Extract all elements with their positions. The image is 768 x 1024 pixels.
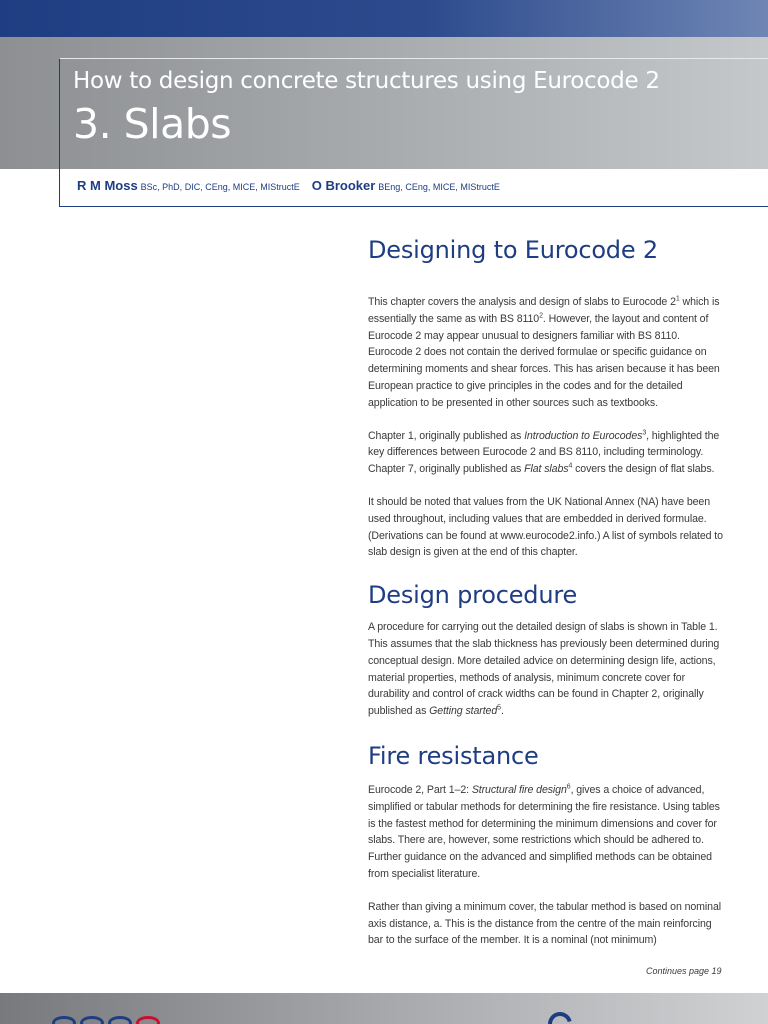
chapter-title: 3. Slabs <box>73 100 232 148</box>
logo-ring <box>80 1016 104 1024</box>
section-heading-procedure: Design procedure <box>368 581 578 610</box>
logo-ring <box>52 1016 76 1024</box>
concrete-centre-logo <box>548 1012 572 1024</box>
eurocode-logo <box>52 1016 192 1024</box>
series-title: How to design concrete structures using Eurocode 2 <box>73 68 660 94</box>
logo-swirl-icon <box>548 1012 572 1024</box>
top-color-band <box>0 0 768 37</box>
paragraph: Chapter 1, originally published as Introduction to Eurocodes$^3$, highlighted the key differences between Eurocode 2 and BS 8110, including terminology. Chapter 7, originally published as Flat slabs$^4$ covers the design of flat slabs. <box>368 429 720 476</box>
section-heading-fire: Fire resistance <box>368 741 539 770</box>
paragraph: This chapter covers the analysis and design of slabs to Eurocode $2^1$ which is essentially the same as with BS 8110$^2$. However, the layout and content of Eurocode 2 may appear unusual to designers familiar with BS 8110. Eurocode 2 does not contain the derived formulae or specific guidance on determining moments and shear forces. This has arisen because it has been European practice to give principles in the codes and for the detailed application to be presented in other sources such as textbooks. <box>368 295 720 409</box>
author-name: R M Moss <box>77 178 138 193</box>
author-qualifications: BSc, PhD, DIC, CEng, MICE, MIStructE <box>140 182 300 192</box>
paragraph: Eurocode 2, Part 1–2: Structural fire design$^6$, gives a choice of advanced, simplified or tabular methods for determining the fire resistance. Using tables is the fastest method for determining the minimum dimensions and cover for slabs. There are, however, some restrictions which should be adhered to. Further guidance on the advanced and simplified methods can be obtained from specialist literature. <box>368 783 720 880</box>
author-name: O Brooker <box>311 178 376 193</box>
section-heading-designing: Designing to Eurocode 2 <box>368 236 658 264</box>
logo-ring <box>108 1016 132 1024</box>
main-column <box>368 236 726 949</box>
author-line <box>77 178 512 193</box>
logo-ring <box>136 1016 160 1024</box>
continues-note: Continues page 19 <box>646 966 722 976</box>
paragraph: It should be noted that values from the UK National Annex (NA) have been used throughout, including values that are embedded in derived formulae. (Derivations can be found at www.eurocode2.info.) A list of symbols related to slab design is given at the end of this chapter. <box>368 495 723 559</box>
author-qualifications: BEng, CEng, MICE, MIStructE <box>378 182 500 192</box>
paragraph: A procedure for carrying out the detailed design of slabs is shown in Table 1. This assumes that the slab thickness has previously been determined during conceptual design. More detailed advice on determining design life, actions, material properties, methods of analysis, minimum concrete cover for durability and control of crack widths can be found in Chapter 2, originally published as Getting started$^5$. <box>368 621 720 718</box>
paragraph: Rather than giving a minimum cover, the tabular method is based on nominal axis distance, a. This is the distance from the centre of the main reinforcing bar to the surface of the member. It is a nominal (not minimum) <box>368 900 721 947</box>
